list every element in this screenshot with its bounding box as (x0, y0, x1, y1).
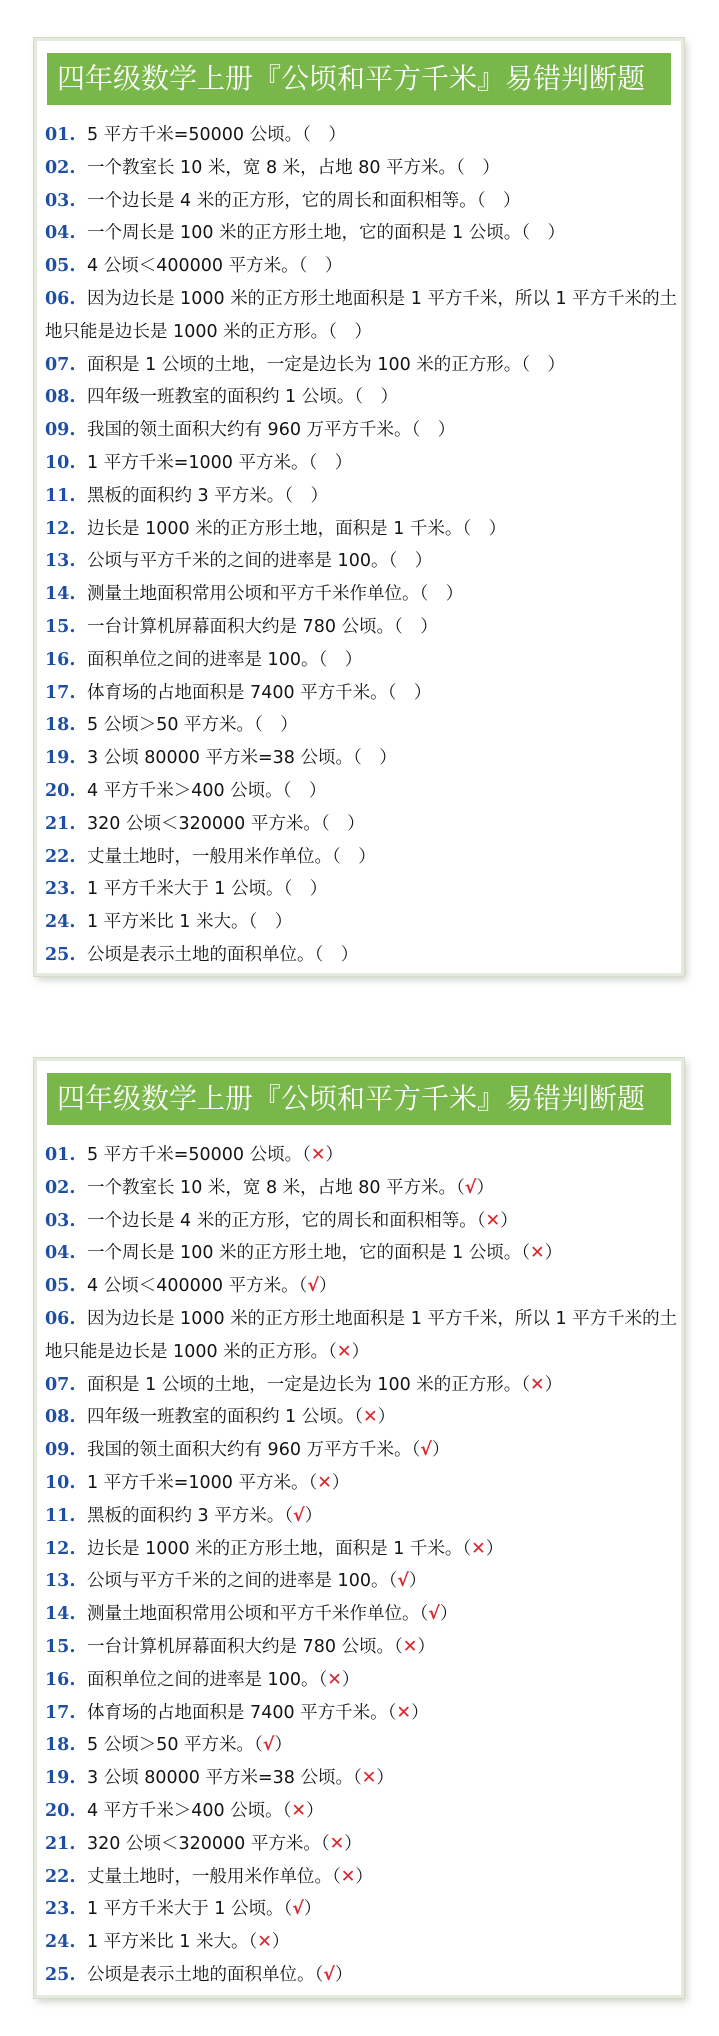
question-text: 1 平方千米=1000 平方米。 (87, 452, 309, 473)
question-text: 5 公顷＞50 平方米。 (87, 715, 255, 736)
question-item: 07. 面积是 1 公顷的土地，一定是边长为 100 米的正方形。（ ） (45, 349, 679, 382)
question-number: 08. (45, 1407, 76, 1428)
question-number: 15. (45, 616, 76, 637)
question-text: 1 平方千米大于 1 公顷。 (87, 1899, 284, 1920)
question-number: 05. (45, 256, 76, 277)
cross-mark-icon: ✕ (340, 1866, 356, 1887)
question-text: 一个教室长 10 米，宽 8 米，占地 80 平方米。 (87, 157, 457, 178)
question-text: 4 公顷＜400000 平方米。 (87, 1276, 299, 1297)
question-item: 06. 因为边长是 1000 米的正方形土地面积是 1 平方千米，所以 1 平方千米的土地只能是边长是 1000 米的正方形。（ ） (45, 283, 679, 349)
answer-blank (263, 715, 281, 735)
answer-blank (403, 617, 421, 637)
question-number: 14. (45, 584, 76, 605)
answer-blank (530, 223, 548, 243)
question-text: 丈量土地时，一般用米作单位。 (87, 1866, 332, 1887)
question-text: 因为边长是 1000 米的正方形土地面积是 1 平方千米，所以 1 平方千米的土地只能是边长是 1000 米的正方形。 (45, 1308, 678, 1362)
question-text: 一台计算机屏幕面积大约是 780 公顷。 (87, 616, 395, 637)
question-item: 03. 一个边长是 4 米的正方形，它的周长和面积相等。（ ） (45, 185, 679, 218)
cross-mark-icon: ✕ (327, 1669, 342, 1690)
answer-item: 13. 公顷与平方千米的之间的进率是 100。（√） (45, 1565, 679, 1598)
cross-mark-icon: ✕ (257, 1932, 272, 1953)
question-item: 17. 体育场的占地面积是 7400 平方千米。（ ） (45, 677, 679, 710)
question-text: 面积单位之间的进率是 100。 (87, 1669, 319, 1690)
check-mark-icon: √ (262, 1735, 275, 1756)
question-number: 03. (45, 1210, 76, 1231)
question-text: 公顷是表示土地的面积单位。 (87, 1964, 315, 1985)
question-item: 04. 一个周长是 100 米的正方形土地，它的面积是 1 公顷。（ ） (45, 217, 679, 250)
answer-blank (530, 355, 548, 375)
question-number: 01. (45, 1145, 76, 1165)
answer-item: 25. 公顷是表示土地的面积单位。（√） (45, 1959, 679, 1992)
check-mark-icon: √ (397, 1571, 409, 1592)
question-text: 面积是 1 公顷的土地，一定是边长为 100 米的正方形。 (87, 1374, 522, 1395)
question-number: 12. (45, 1538, 76, 1559)
question-text: 一个边长是 4 米的正方形，它的周长和面积相等。 (87, 190, 477, 211)
check-mark-icon: √ (307, 1276, 320, 1297)
question-number: 09. (45, 420, 76, 441)
question-text: 公顷与平方千米的之间的进率是 100。 (87, 551, 389, 572)
question-item: 19. 3 公顷 80000 平方米=38 公顷。（ ） (45, 742, 679, 775)
question-item: 08. 四年级一班教室的面积约 1 公顷。（ ） (45, 381, 679, 414)
question-item: 24. 1 平方米比 1 米大。（ ） (45, 906, 679, 939)
cross-mark-icon: ✕ (402, 1636, 418, 1657)
answer-item: 17. 体育场的占地面积是 7400 平方千米。（✕） (45, 1697, 679, 1730)
question-text: 3 公顷 80000 平方米=38 公顷。 (87, 748, 353, 769)
question-number: 17. (45, 682, 76, 703)
question-number: 01. (45, 125, 76, 145)
question-number: 12. (45, 518, 76, 539)
question-number: 18. (45, 715, 76, 736)
question-number: 11. (45, 485, 76, 506)
answer-blank (471, 519, 489, 539)
cross-mark-icon: ✕ (396, 1702, 412, 1723)
question-text: 1 平方米比 1 米大。 (87, 912, 249, 933)
question-text: 5 平方千米=50000 公顷。 (87, 1145, 303, 1165)
answer-item: 08. 四年级一班教室的面积约 1 公顷。（✕） (45, 1401, 679, 1434)
answer-item: 01. 5 平方千米=50000 公顷。（✕） (45, 1139, 679, 1172)
question-text: 3 公顷 80000 平方米=38 公顷。 (87, 1768, 353, 1789)
question-number: 02. (45, 157, 76, 178)
question-number: 24. (45, 912, 76, 933)
question-text: 5 平方千米=50000 公顷。 (87, 125, 303, 145)
answer-item: 21. 320 公顷＜320000 平方米。（✕） (45, 1828, 679, 1861)
question-text: 四年级一班教室的面积约 1 公顷。 (87, 1407, 355, 1428)
answer-item: 11. 黑板的面积约 3 平方米。（√） (45, 1500, 679, 1533)
question-number: 14. (45, 1604, 76, 1625)
question-number: 04. (45, 223, 76, 244)
question-text: 一个周长是 100 米的正方形土地，它的面积是 1 公顷。 (87, 223, 522, 244)
question-number: 06. (45, 1308, 76, 1329)
cross-mark-icon: ✕ (336, 1341, 352, 1362)
question-number: 19. (45, 1768, 76, 1789)
question-number: 25. (45, 1964, 76, 1985)
question-text: 一个教室长 10 米，宽 8 米，占地 80 平方米。 (87, 1177, 457, 1198)
question-number: 22. (45, 846, 76, 867)
answer-blank (327, 650, 345, 670)
answer-blank (257, 912, 275, 932)
answer-item: 04. 一个周长是 100 米的正方形土地，它的面积是 1 公顷。（✕） (45, 1237, 679, 1270)
question-text: 四年级一班教室的面积约 1 公顷。 (87, 387, 355, 408)
answer-blank (362, 748, 380, 768)
answer-blank (292, 879, 310, 899)
question-text: 1 平方米比 1 米大。 (87, 1932, 249, 1953)
question-text: 一个周长是 100 米的正方形土地，它的面积是 1 公顷。 (87, 1243, 522, 1264)
cross-mark-icon: ✕ (361, 1768, 377, 1789)
question-number: 23. (45, 1899, 76, 1920)
question-text: 1 平方千米大于 1 公顷。 (87, 879, 284, 900)
question-item: 22. 丈量土地时，一般用米作单位。（ ） (45, 841, 679, 874)
answer-blank (337, 322, 355, 342)
question-number: 10. (45, 1472, 76, 1493)
question-text: 丈量土地时，一般用米作单位。 (87, 846, 332, 867)
question-text: 黑板的面积约 3 平方米。 (87, 485, 285, 506)
question-item: 05. 4 公顷＜400000 平方米。（ ） (45, 250, 679, 283)
question-text: 公顷与平方千米的之间的进率是 100。 (87, 1571, 389, 1592)
question-item: 12. 边长是 1000 米的正方形土地，面积是 1 千米。（ ） (45, 513, 679, 546)
question-text: 4 公顷＜400000 平方米。 (87, 256, 299, 277)
question-text: 我国的领土面积大约有 960 万平方千米。 (87, 420, 412, 441)
question-number: 11. (45, 1505, 76, 1526)
question-text: 4 平方千米＞400 公顷。 (87, 1800, 283, 1821)
question-text: 我国的领土面积大约有 960 万平方千米。 (87, 1440, 412, 1461)
answer-item: 03. 一个边长是 4 米的正方形，它的周长和面积相等。（✕） (45, 1205, 679, 1238)
check-mark-icon: √ (292, 1899, 304, 1920)
answer-item: 16. 面积单位之间的进率是 100。（✕） (45, 1664, 679, 1697)
answer-blank (291, 781, 309, 801)
question-number: 16. (45, 1669, 76, 1690)
answer-blank (293, 486, 311, 506)
answer-item: 05. 4 公顷＜400000 平方米。（√） (45, 1270, 679, 1303)
question-number: 20. (45, 1800, 76, 1821)
question-item: 20. 4 平方千米＞400 公顷。（ ） (45, 775, 679, 808)
question-number: 06. (45, 288, 76, 309)
question-number: 03. (45, 190, 76, 211)
question-number: 02. (45, 1177, 76, 1198)
question-item: 09. 我国的领土面积大约有 960 万平方千米。（ ） (45, 414, 679, 447)
answer-item: 20. 4 平方千米＞400 公顷。（✕） (45, 1795, 679, 1828)
question-item: 13. 公顷与平方千米的之间的进率是 100。（ ） (45, 545, 679, 578)
question-item: 14. 测量土地面积常用公顷和平方千米作单位。（ ） (45, 578, 679, 611)
question-text: 320 公顷＜320000 平方米。 (87, 1833, 321, 1854)
cross-mark-icon: ✕ (291, 1800, 307, 1821)
question-number: 20. (45, 780, 76, 801)
answer-blank (307, 256, 325, 276)
answer-item: 18. 5 公顷＞50 平方米。（√） (45, 1729, 679, 1762)
answer-blank (363, 387, 381, 407)
answers-list (45, 1139, 679, 1992)
question-text: 面积是 1 公顷的土地，一定是边长为 100 米的正方形。 (87, 354, 522, 375)
question-text: 公顷是表示土地的面积单位。 (87, 944, 315, 965)
question-item: 21. 320 公顷＜320000 平方米。（ ） (45, 808, 679, 841)
question-item: 11. 黑板的面积约 3 平方米。（ ） (45, 480, 679, 513)
question-item: 15. 一台计算机屏幕面积大约是 780 公顷。（ ） (45, 611, 679, 644)
answer-item: 02. 一个教室长 10 米，宽 8 米，占地 80 平方米。（√） (45, 1172, 679, 1205)
question-item: 23. 1 平方千米大于 1 公顷。（ ） (45, 873, 679, 906)
question-number: 24. (45, 1932, 76, 1953)
answer-blank (420, 420, 438, 440)
question-text: 测量土地面积常用公顷和平方千米作单位。 (87, 584, 420, 605)
question-number: 05. (45, 1276, 76, 1297)
question-item: 16. 面积单位之间的进率是 100。（ ） (45, 644, 679, 677)
question-text: 黑板的面积约 3 平方米。 (87, 1505, 285, 1526)
questions-card (34, 38, 684, 976)
question-text: 320 公顷＜320000 平方米。 (87, 813, 321, 834)
cross-mark-icon: ✕ (530, 1243, 545, 1264)
question-text: 一台计算机屏幕面积大约是 780 公顷。 (87, 1636, 395, 1657)
question-number: 23. (45, 879, 76, 900)
question-number: 19. (45, 748, 76, 769)
answer-blank (311, 125, 329, 145)
cross-mark-icon: ✕ (471, 1538, 486, 1559)
answer-blank (341, 847, 359, 867)
answer-item: 15. 一台计算机屏幕面积大约是 780 公顷。（✕） (45, 1631, 679, 1664)
question-number: 16. (45, 649, 76, 670)
question-number: 18. (45, 1735, 76, 1756)
question-number: 25. (45, 944, 76, 965)
check-mark-icon: √ (420, 1440, 432, 1461)
question-text: 5 公顷＞50 平方米。 (87, 1735, 255, 1756)
question-text: 体育场的占地面积是 7400 平方千米。 (87, 682, 388, 703)
answer-item: 10. 1 平方千米=1000 平方米。（✕） (45, 1467, 679, 1500)
question-number: 15. (45, 1636, 76, 1657)
question-item: 01. 5 平方千米=50000 公顷。（ ） (45, 119, 679, 152)
cross-mark-icon: ✕ (310, 1145, 326, 1165)
question-number: 21. (45, 813, 76, 834)
answer-item: 24. 1 平方米比 1 米大。（✕） (45, 1926, 679, 1959)
answer-item: 12. 边长是 1000 米的正方形土地，面积是 1 千米。（✕） (45, 1533, 679, 1566)
answers-card-title: 四年级数学上册『公顷和平方千米』易错判断题 (47, 1073, 671, 1125)
check-mark-icon: √ (428, 1604, 440, 1625)
answer-blank (323, 945, 341, 965)
answer-item: 22. 丈量土地时，一般用米作单位。（✕） (45, 1861, 679, 1894)
question-number: 13. (45, 1571, 76, 1592)
question-number: 21. (45, 1833, 76, 1854)
question-item: 25. 公顷是表示土地的面积单位。（ ） (45, 939, 679, 972)
question-text: 边长是 1000 米的正方形土地，面积是 1 千米。 (87, 1538, 463, 1559)
cross-mark-icon: ✕ (485, 1210, 501, 1231)
question-number: 07. (45, 1374, 76, 1395)
question-item: 10. 1 平方千米=1000 平方米。（ ） (45, 447, 679, 480)
cross-mark-icon: ✕ (363, 1407, 378, 1428)
answer-blank (396, 683, 414, 703)
question-text: 测量土地面积常用公顷和平方千米作单位。 (87, 1604, 420, 1625)
check-mark-icon: √ (464, 1177, 477, 1198)
answer-blank (317, 453, 335, 473)
question-number: 09. (45, 1440, 76, 1461)
question-text: 因为边长是 1000 米的正方形土地面积是 1 平方千米，所以 1 平方千米的土地只能是边长是 1000 米的正方形。 (45, 288, 678, 342)
cross-mark-icon: ✕ (329, 1833, 345, 1854)
question-number: 22. (45, 1866, 76, 1887)
question-text: 边长是 1000 米的正方形土地，面积是 1 千米。 (87, 518, 463, 539)
question-text: 4 平方千米＞400 公顷。 (87, 780, 283, 801)
question-item: 18. 5 公顷＞50 平方米。（ ） (45, 709, 679, 742)
answer-item: 06. 因为边长是 1000 米的正方形土地面积是 1 平方千米，所以 1 平方千米的土地只能是边长是 1000 米的正方形。（✕） (45, 1303, 679, 1369)
answers-card (34, 1058, 684, 1998)
question-number: 13. (45, 551, 76, 572)
cross-mark-icon: ✕ (317, 1472, 332, 1493)
question-text: 面积单位之间的进率是 100。 (87, 649, 319, 670)
question-number: 17. (45, 1702, 76, 1723)
answer-blank (428, 584, 446, 604)
answer-blank (330, 814, 348, 834)
questions-list (45, 119, 679, 972)
answer-item: 23. 1 平方千米大于 1 公顷。（√） (45, 1893, 679, 1926)
answer-item: 14. 测量土地面积常用公顷和平方千米作单位。（√） (45, 1598, 679, 1631)
answer-item: 19. 3 公顷 80000 平方米=38 公顷。（✕） (45, 1762, 679, 1795)
question-number: 04. (45, 1243, 76, 1264)
answer-blank (397, 551, 415, 571)
question-text: 一个边长是 4 米的正方形，它的周长和面积相等。 (87, 1210, 477, 1231)
answer-item: 07. 面积是 1 公顷的土地，一定是边长为 100 米的正方形。（✕） (45, 1369, 679, 1402)
question-number: 08. (45, 387, 76, 408)
check-mark-icon: √ (323, 1964, 335, 1985)
answer-item: 09. 我国的领土面积大约有 960 万平方千米。（√） (45, 1434, 679, 1467)
cross-mark-icon: ✕ (530, 1374, 545, 1395)
question-item: 02. 一个教室长 10 米，宽 8 米，占地 80 平方米。（ ） (45, 152, 679, 185)
questions-card-title: 四年级数学上册『公顷和平方千米』易错判断题 (47, 53, 671, 105)
answer-blank (465, 158, 483, 178)
check-mark-icon: √ (293, 1505, 305, 1526)
question-number: 07. (45, 354, 76, 375)
question-text: 1 平方千米=1000 平方米。 (87, 1472, 309, 1493)
answer-blank (486, 191, 504, 211)
question-text: 体育场的占地面积是 7400 平方千米。 (87, 1702, 388, 1723)
question-number: 10. (45, 452, 76, 473)
